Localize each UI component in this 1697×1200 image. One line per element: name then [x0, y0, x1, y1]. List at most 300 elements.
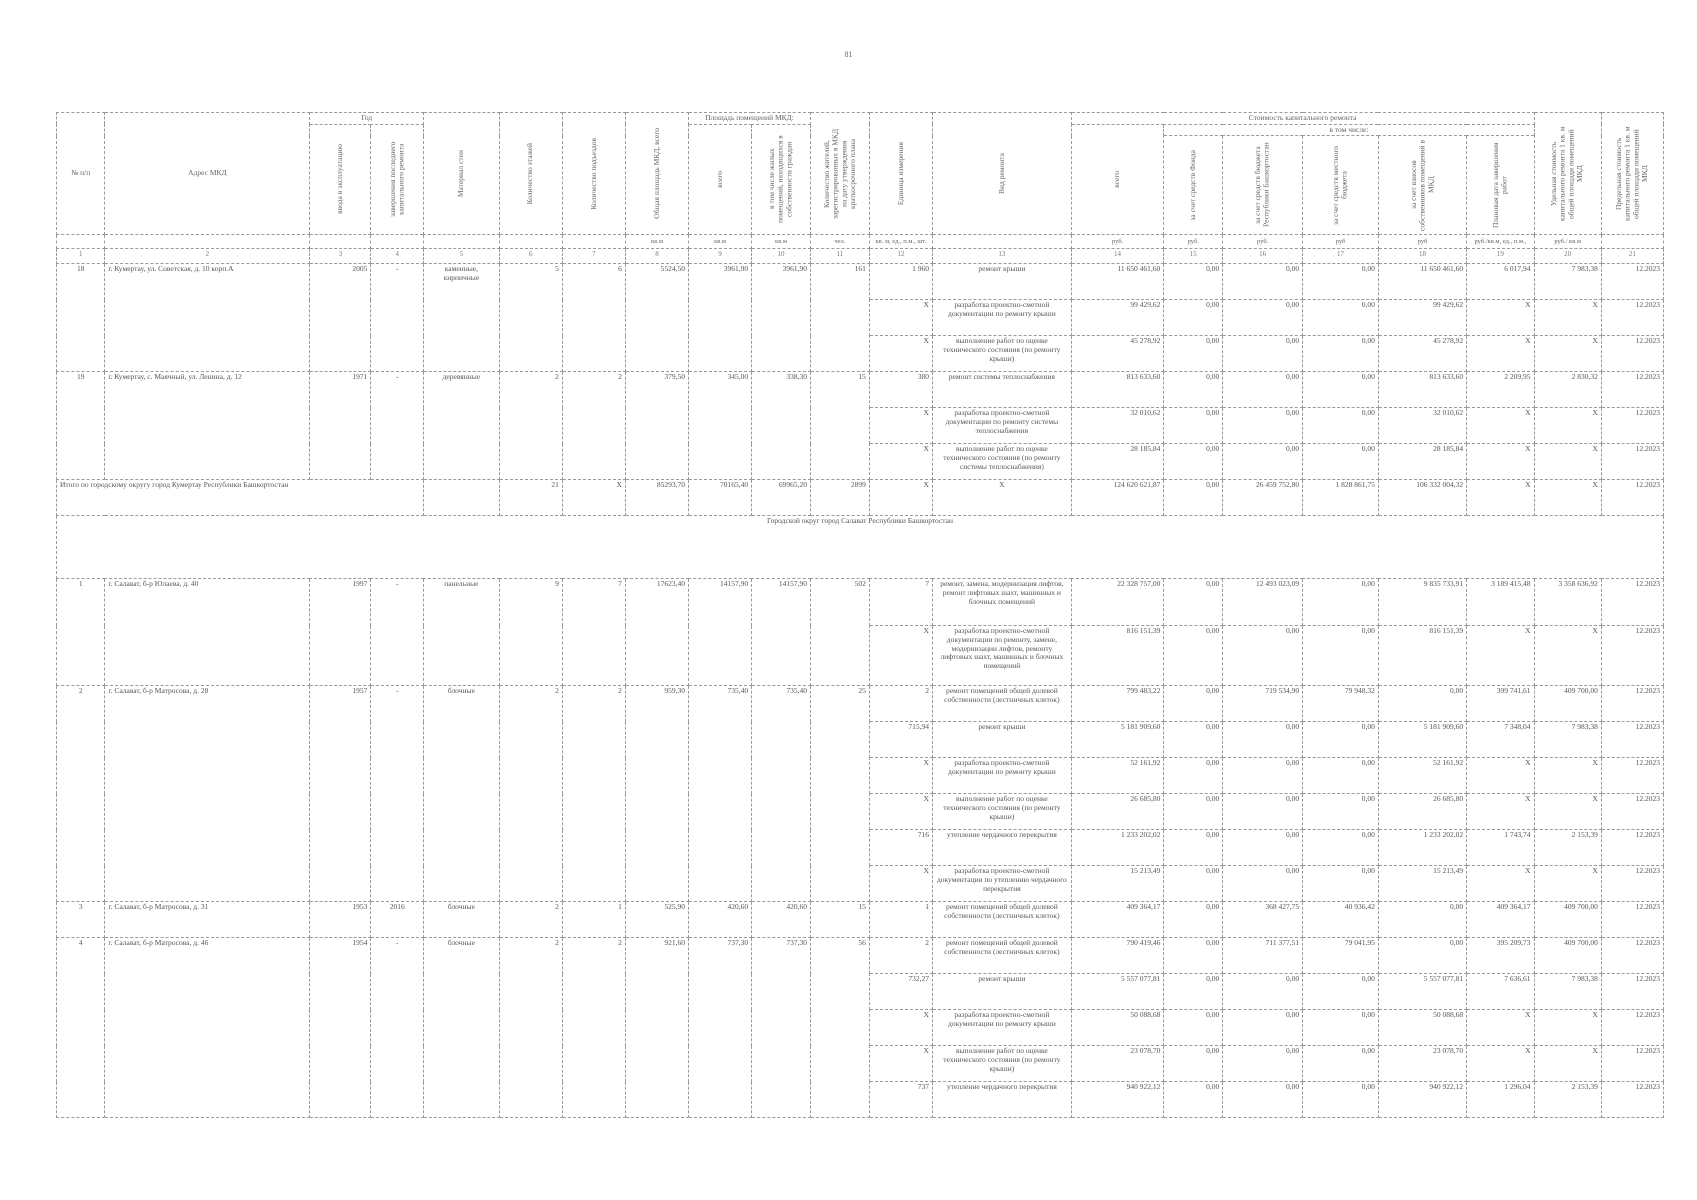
column-number: 7	[562, 249, 625, 264]
cell-d: 12.2023	[1601, 1010, 1663, 1046]
cell-lb: 79 041,95	[1303, 938, 1379, 974]
cell-lb: 0,00	[1303, 579, 1379, 626]
total-mx: X	[1534, 480, 1601, 516]
cell-sp: 395 209,73	[1467, 938, 1534, 974]
section-title: Городской округ город Салават Республики Башкортостан	[57, 516, 1664, 579]
units-row	[57, 235, 1664, 249]
cell-mx: 7 983,38	[1534, 264, 1601, 300]
unit-rub-1: руб.	[1071, 235, 1164, 249]
cell-pr: 420,60	[752, 902, 811, 938]
cell-c: 5 181 909,60	[1071, 722, 1164, 758]
cell-rb: 719 534,90	[1223, 686, 1303, 722]
table-row	[57, 264, 1664, 300]
cell-c: 15 213,49	[1071, 866, 1164, 902]
cell-rb: 0,00	[1223, 372, 1303, 408]
cell-sp: X	[1467, 300, 1534, 336]
cell-ow: 32 010,62	[1378, 408, 1466, 444]
column-number: 12	[869, 249, 932, 264]
cell-mx: X	[1534, 1010, 1601, 1046]
header-wall-material: Материал стен	[424, 113, 500, 235]
cell-f: 0,00	[1164, 300, 1223, 336]
unit-rub-2: руб.	[1164, 235, 1223, 249]
cell-mx: 2 830,32	[1534, 372, 1601, 408]
cell-d: 12.2023	[1601, 1082, 1663, 1118]
header-floors: Количество этажей	[499, 113, 562, 235]
cell-lb: 0,00	[1303, 758, 1379, 794]
cell-w: ремонт крыши	[932, 722, 1071, 758]
cell-lb: 0,00	[1303, 300, 1379, 336]
cell-res: 56	[810, 938, 869, 1118]
cell-f: 0,00	[1164, 264, 1223, 300]
cell-f: 0,00	[1164, 938, 1223, 974]
cell-u: 737	[869, 1082, 932, 1118]
cell-c: 52 161,92	[1071, 758, 1164, 794]
cell-y2: -	[371, 579, 424, 686]
cell-fl: 2	[499, 372, 562, 480]
cell-d: 12.2023	[1601, 444, 1663, 480]
cell-res: 25	[810, 686, 869, 902]
column-number: 1	[57, 249, 105, 264]
cell-ow: 0,00	[1378, 938, 1466, 974]
cell-d: 12.2023	[1601, 300, 1663, 336]
cell-lb: 79 948,32	[1303, 686, 1379, 722]
cell-u: X	[869, 794, 932, 830]
cell-f: 0,00	[1164, 830, 1223, 866]
header-completion: Плановая дата завершения работ	[1467, 136, 1534, 235]
column-number: 8	[625, 249, 688, 264]
header-republic: за счет средств бюджета Республики Башкортостан	[1223, 136, 1303, 235]
cell-lb: 40 936,42	[1303, 902, 1379, 938]
unit-rub-3: руб.	[1223, 235, 1303, 249]
cell-sp: 7 636,61	[1467, 974, 1534, 1010]
column-number: 17	[1303, 249, 1379, 264]
cell-w: ремонт помещений общей долевой собственности (лестничных клеток)	[932, 686, 1071, 722]
cell-y1: 1971	[310, 372, 371, 480]
cell-w: ремонт помещений общей долевой собственности (лестничных клеток)	[932, 938, 1071, 974]
cell-d: 12.2023	[1601, 408, 1663, 444]
table-body	[57, 249, 1664, 1118]
table-row	[57, 686, 1664, 722]
cell-sp: 399 741,61	[1467, 686, 1534, 722]
cell-y2: -	[371, 264, 424, 372]
cell-u: 1 960	[869, 264, 932, 300]
cell-n: 18	[57, 264, 105, 372]
cell-c: 1 233 202,02	[1071, 830, 1164, 866]
total-c: 124 620 621,87	[1071, 480, 1164, 516]
cell-mx: 409 700,00	[1534, 902, 1601, 938]
unit-sqm-3: кв.м	[752, 235, 811, 249]
header-address: Адрес МКД	[105, 113, 310, 235]
header-fund: за счет средств Фонда	[1164, 136, 1223, 235]
cell-u: 2	[869, 938, 932, 974]
cell-n: 1	[57, 579, 105, 686]
cell-mx: X	[1534, 866, 1601, 902]
cell-y2: -	[371, 686, 424, 902]
cell-pr: 14157,90	[752, 579, 811, 686]
cell-f: 0,00	[1164, 626, 1223, 686]
total-mat	[424, 480, 500, 516]
cell-ow: 1 233 202,02	[1378, 830, 1466, 866]
table-row	[57, 579, 1664, 626]
cell-d: 12.2023	[1601, 974, 1663, 1010]
cell-fl: 5	[499, 264, 562, 372]
total-rb: 26 459 752,80	[1223, 480, 1303, 516]
cell-rb: 0,00	[1223, 444, 1303, 480]
cell-ow: 0,00	[1378, 902, 1466, 938]
header-year: Год	[310, 113, 424, 125]
cell-lb: 0,00	[1303, 372, 1379, 408]
cell-f: 0,00	[1164, 866, 1223, 902]
cell-ta: 921,60	[625, 938, 688, 1118]
cell-lb: 0,00	[1303, 264, 1379, 300]
cell-mx: X	[1534, 336, 1601, 372]
cell-rb: 0,00	[1223, 758, 1303, 794]
cell-u: 715,94	[869, 722, 932, 758]
total-fl: 21	[499, 480, 562, 516]
cell-c: 816 151,39	[1071, 626, 1164, 686]
cell-u: X	[869, 866, 932, 902]
cell-pa: 420,60	[689, 902, 752, 938]
cell-d: 12.2023	[1601, 794, 1663, 830]
cell-c: 790 419,46	[1071, 938, 1164, 974]
cell-fl: 2	[499, 686, 562, 902]
cell-sp: X	[1467, 626, 1534, 686]
cell-c: 22 328 757,00	[1071, 579, 1164, 626]
cell-pa: 735,40	[689, 686, 752, 902]
cell-ow: 99 429,62	[1378, 300, 1466, 336]
cell-rb: 0,00	[1223, 974, 1303, 1010]
cell-ow: 52 161,92	[1378, 758, 1466, 794]
cell-pa: 14157,90	[689, 579, 752, 686]
cell-y1: 1957	[310, 686, 371, 902]
total-w: X	[932, 480, 1071, 516]
cell-w: выполнение работ по оценке технического состояния (по ремонту крыши)	[932, 794, 1071, 830]
cell-d: 12.2023	[1601, 902, 1663, 938]
total-lb: 1 828 861,75	[1303, 480, 1379, 516]
cell-ow: 50 088,68	[1378, 1010, 1466, 1046]
cell-rb: 0,00	[1223, 408, 1303, 444]
cell-y1: 1953	[310, 902, 371, 938]
cell-u: X	[869, 1010, 932, 1046]
cell-mat: блочные	[424, 938, 500, 1118]
cell-rb: 0,00	[1223, 264, 1303, 300]
cell-w: разработка проектно-сметной документации по утеплению чердачного перекрытия	[932, 866, 1071, 902]
cell-u: X	[869, 758, 932, 794]
cell-fl: 9	[499, 579, 562, 686]
cell-lb: 0,00	[1303, 830, 1379, 866]
header-total-area: Общая площадь МКД, всего	[625, 113, 688, 235]
cell-sp: X	[1467, 444, 1534, 480]
cell-f: 0,00	[1164, 722, 1223, 758]
cell-f: 0,00	[1164, 974, 1223, 1010]
cell-u: X	[869, 1046, 932, 1082]
cell-w: ремонт системы теплоснабжения	[932, 372, 1071, 408]
cell-rb: 0,00	[1223, 722, 1303, 758]
header-year-commission: ввода в эксплуатацию	[310, 124, 371, 235]
cell-en: 1	[562, 902, 625, 938]
cell-ow: 15 213,49	[1378, 866, 1466, 902]
total-f: 0,00	[1164, 480, 1223, 516]
cell-lb: 0,00	[1303, 794, 1379, 830]
cell-d: 12.2023	[1601, 830, 1663, 866]
cell-u: X	[869, 336, 932, 372]
cell-y1: 1997	[310, 579, 371, 686]
cell-n: 19	[57, 372, 105, 480]
header-specific-cost: Удельная стоимость капитального ремонта 1 кв. м общей площади помещений МКД	[1534, 113, 1601, 235]
header-premises-area: Площадь помещений МКД:	[689, 113, 811, 125]
cell-c: 940 922,12	[1071, 1082, 1164, 1118]
cell-f: 0,00	[1164, 444, 1223, 480]
cell-ta: 5524,50	[625, 264, 688, 372]
cell-ow: 5 557 077,81	[1378, 974, 1466, 1010]
cell-mx: 3 358 636,92	[1534, 579, 1601, 626]
cell-mx: 7 983,38	[1534, 974, 1601, 1010]
cell-d: 12.2023	[1601, 686, 1663, 722]
cell-d: 12.2023	[1601, 626, 1663, 686]
cell-res: 502	[810, 579, 869, 686]
cell-n: 2	[57, 686, 105, 902]
cell-mx: X	[1534, 408, 1601, 444]
header-owners: за счет взносов собственников помещений в МКД	[1378, 136, 1466, 235]
cell-w: ремонт, замена, модернизация лифтов, ремонт лифтовых шахт, машинных и блочных помещений	[932, 579, 1071, 626]
unit-rub-5: руб	[1378, 235, 1466, 249]
cell-rb: 0,00	[1223, 830, 1303, 866]
cell-mat: деревянные	[424, 372, 500, 480]
cell-addr: г. Кумертау, ул. Советская, д. 10 корп.А	[105, 264, 310, 372]
header-residents: Количество жителей, зарегистрированных в МКД на дату утверждения краткосрочного плана	[810, 113, 869, 235]
cell-ow: 28 185,84	[1378, 444, 1466, 480]
cell-c: 45 278,92	[1071, 336, 1164, 372]
cell-rb: 12 493 023,09	[1223, 579, 1303, 626]
cell-sp: 7 348,04	[1467, 722, 1534, 758]
total-pr: 69965,20	[752, 480, 811, 516]
column-number: 9	[689, 249, 752, 264]
cell-sp: X	[1467, 758, 1534, 794]
cell-fl: 2	[499, 938, 562, 1118]
cell-c: 11 650 461,60	[1071, 264, 1164, 300]
cell-w: разработка проектно-сметной документации по ремонту крыши	[932, 1010, 1071, 1046]
cell-en: 7	[562, 579, 625, 686]
cell-u: X	[869, 626, 932, 686]
cell-w: разработка проектно-сметной документации по ремонту, замене, модернизации лифтов, ремонту лифтовых шахт, машинных и блочных помещений	[932, 626, 1071, 686]
cell-addr: г. Кумертау, с. Маячный, ул. Ленина, д. 12	[105, 372, 310, 480]
cell-u: 732,27	[869, 974, 932, 1010]
cell-u: X	[869, 444, 932, 480]
cell-ow: 813 633,60	[1378, 372, 1466, 408]
header-cost: Стоимость капитального ремонта	[1071, 113, 1534, 125]
cell-y1: 1954	[310, 938, 371, 1118]
column-number: 16	[1223, 249, 1303, 264]
cell-sp: X	[1467, 408, 1534, 444]
column-number: 5	[424, 249, 500, 264]
cell-d: 12.2023	[1601, 938, 1663, 974]
header-area-total: всего	[689, 124, 752, 235]
cell-w: утепление чердачного перекрытия	[932, 830, 1071, 866]
cell-rb: 0,00	[1223, 300, 1303, 336]
cell-res: 15	[810, 902, 869, 938]
cell-sp: 2 209,95	[1467, 372, 1534, 408]
cell-d: 12.2023	[1601, 866, 1663, 902]
unit-people: чел.	[810, 235, 869, 249]
cell-f: 0,00	[1164, 1082, 1223, 1118]
total-pa: 70165,40	[689, 480, 752, 516]
column-number: 20	[1534, 249, 1601, 264]
header-cost-total: всего	[1071, 124, 1164, 235]
cell-w: выполнение работ по оценке технического состояния (по ремонту системы теплоснабжения)	[932, 444, 1071, 480]
cell-w: разработка проектно-сметной документации по ремонту крыши	[932, 758, 1071, 794]
cell-fl: 2	[499, 902, 562, 938]
column-number: 19	[1467, 249, 1534, 264]
cell-ow: 9 835 733,91	[1378, 579, 1466, 626]
cell-mat: блочные	[424, 686, 500, 902]
total-ta: 85293,70	[625, 480, 688, 516]
cell-mx: 2 153,39	[1534, 830, 1601, 866]
cell-d: 12.2023	[1601, 1046, 1663, 1082]
cell-d: 12.2023	[1601, 722, 1663, 758]
cell-pa: 3961,90	[689, 264, 752, 372]
cell-addr: г. Салават, б-р Матросова, д. 28	[105, 686, 310, 902]
column-number: 11	[810, 249, 869, 264]
cell-ta: 525,90	[625, 902, 688, 938]
cell-c: 23 078,70	[1071, 1046, 1164, 1082]
cell-f: 0,00	[1164, 579, 1223, 626]
cell-mx: X	[1534, 794, 1601, 830]
cell-pa: 345,00	[689, 372, 752, 480]
cell-mat: панельные	[424, 579, 500, 686]
cell-c: 28 185,84	[1071, 444, 1164, 480]
cell-sp: X	[1467, 794, 1534, 830]
cell-mx: X	[1534, 626, 1601, 686]
unit-sqm-2: кв.м	[689, 235, 752, 249]
cell-en: 2	[562, 372, 625, 480]
cell-sp: 409 364,17	[1467, 902, 1534, 938]
total-en: X	[562, 480, 625, 516]
total-d: 12.2023	[1601, 480, 1663, 516]
cell-w: разработка проектно-сметной документации по ремонту крыши	[932, 300, 1071, 336]
cell-d: 12.2023	[1601, 336, 1663, 372]
cell-c: 26 685,80	[1071, 794, 1164, 830]
cell-mx: 7 983,38	[1534, 722, 1601, 758]
cell-addr: г. Салават, б-р Юлаева, д. 40	[105, 579, 310, 686]
cell-d: 12.2023	[1601, 372, 1663, 408]
cell-f: 0,00	[1164, 408, 1223, 444]
cell-u: X	[869, 300, 932, 336]
cell-mx: 2 153,39	[1534, 1082, 1601, 1118]
cell-lb: 0,00	[1303, 1046, 1379, 1082]
cell-mat: каменные, кирпичные	[424, 264, 500, 372]
cell-ta: 959,30	[625, 686, 688, 902]
column-number: 21	[1601, 249, 1663, 264]
cell-ta: 17623,40	[625, 579, 688, 686]
cell-w: выполнение работ по оценке технического состояния (по ремонту крыши)	[932, 336, 1071, 372]
cell-sp: 1 296,04	[1467, 1082, 1534, 1118]
cell-pr: 3961,90	[752, 264, 811, 372]
cell-ow: 26 685,80	[1378, 794, 1466, 830]
cell-w: ремонт крыши	[932, 264, 1071, 300]
cell-pr: 735,40	[752, 686, 811, 902]
column-number: 3	[310, 249, 371, 264]
cell-sp: 1 743,74	[1467, 830, 1534, 866]
cell-u: 2	[869, 686, 932, 722]
cell-ta: 379,50	[625, 372, 688, 480]
cell-f: 0,00	[1164, 758, 1223, 794]
cell-en: 2	[562, 686, 625, 902]
cell-mx: X	[1534, 1046, 1601, 1082]
cell-d: 12.2023	[1601, 264, 1663, 300]
cell-sp: 3 189 415,48	[1467, 579, 1534, 626]
cell-lb: 0,00	[1303, 1082, 1379, 1118]
column-numbers-row	[57, 249, 1664, 264]
cell-c: 99 429,62	[1071, 300, 1164, 336]
table-row	[57, 372, 1664, 408]
cell-n: 4	[57, 938, 105, 1118]
cell-lb: 0,00	[1303, 336, 1379, 372]
cell-rb: 0,00	[1223, 794, 1303, 830]
cell-pa: 737,30	[689, 938, 752, 1118]
cell-f: 0,00	[1164, 902, 1223, 938]
cell-rb: 0,00	[1223, 1010, 1303, 1046]
cell-c: 409 364,17	[1071, 902, 1164, 938]
unit-max: руб./ кв.м	[1534, 235, 1601, 249]
cell-c: 5 557 077,81	[1071, 974, 1164, 1010]
cell-rb: 711 377,51	[1223, 938, 1303, 974]
cell-rb: 0,00	[1223, 1046, 1303, 1082]
cell-mx: X	[1534, 300, 1601, 336]
total-row	[57, 480, 1664, 516]
unit-mixed: кв. м, ед., п.м., шт.	[869, 235, 932, 249]
total-sp: X	[1467, 480, 1534, 516]
cell-u: 1	[869, 902, 932, 938]
header-repair-type: Вид ремонта	[932, 113, 1071, 235]
column-number: 14	[1071, 249, 1164, 264]
column-number: 10	[752, 249, 811, 264]
cell-f: 0,00	[1164, 1010, 1223, 1046]
header-local: за счет средств местного бюджета	[1303, 136, 1379, 235]
cell-w: ремонт помещений общей долевой собственности (лестничных клеток)	[932, 902, 1071, 938]
total-res: 2899	[810, 480, 869, 516]
column-number: 18	[1378, 249, 1466, 264]
cell-f: 0,00	[1164, 1046, 1223, 1082]
column-number: 15	[1164, 249, 1223, 264]
header-area-residential: в том числе жилых помещений, находящихся в собственности граждан	[752, 124, 811, 235]
total-ow: 106 332 004,32	[1378, 480, 1466, 516]
total-label: Итого по городскому округу город Кумертау Республики Башкортостан	[57, 480, 424, 516]
unit-specific: руб./кв.м, ед., п.м.,	[1467, 235, 1534, 249]
cell-u: 7	[869, 579, 932, 626]
cell-y2: -	[371, 372, 424, 480]
cell-mat: блочные	[424, 902, 500, 938]
cell-c: 50 088,68	[1071, 1010, 1164, 1046]
cell-en: 6	[562, 264, 625, 372]
cell-sp: X	[1467, 336, 1534, 372]
cell-ow: 23 078,70	[1378, 1046, 1466, 1082]
column-number: 13	[932, 249, 1071, 264]
cell-f: 0,00	[1164, 336, 1223, 372]
cell-w: разработка проектно-сметной документации по ремонту системы теплоснабжения	[932, 408, 1071, 444]
unit-rub-4: руб	[1303, 235, 1379, 249]
header-incl: в том числе:	[1164, 124, 1534, 136]
cell-sp: X	[1467, 866, 1534, 902]
cell-y2: 2016	[371, 902, 424, 938]
cell-w: утепление чердачного перекрытия	[932, 1082, 1071, 1118]
cell-lb: 0,00	[1303, 866, 1379, 902]
cell-ow: 940 922,12	[1378, 1082, 1466, 1118]
table-row	[57, 902, 1664, 938]
cell-u: X	[869, 408, 932, 444]
section-row	[57, 516, 1664, 579]
cell-u: 380	[869, 372, 932, 408]
cell-sp: X	[1467, 1010, 1534, 1046]
